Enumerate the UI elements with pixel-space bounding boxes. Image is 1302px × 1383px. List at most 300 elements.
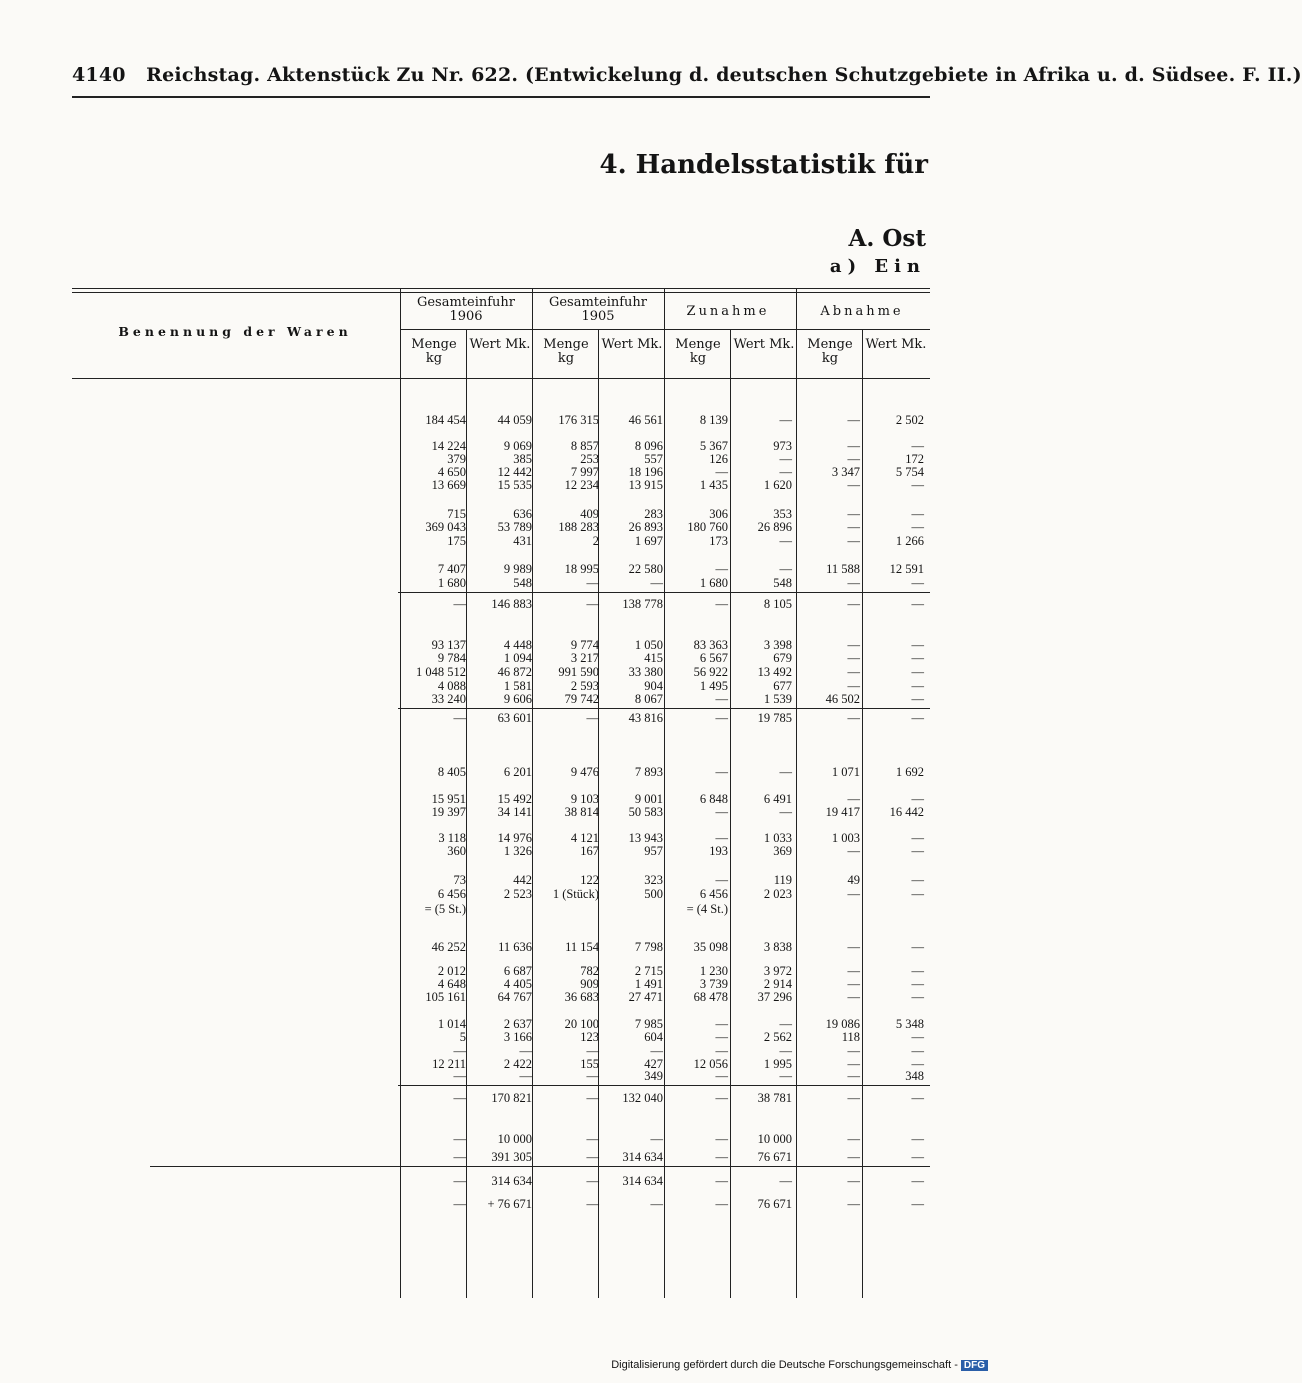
cell-value: 34 141 (497, 805, 532, 819)
subheader-1905-qty: Menge kg (543, 337, 589, 366)
cell-value: — (779, 1017, 792, 1031)
cell-value: — (911, 792, 924, 806)
cell-value: — (911, 597, 924, 611)
cell-value: 13 943 (628, 831, 663, 845)
cell-value: 604 (644, 1030, 663, 1044)
running-header (72, 64, 1302, 86)
subheader-decrease-qty: Menge kg (807, 337, 853, 366)
cell-value: = (5 St.) (424, 902, 466, 916)
cell-value: 33 240 (431, 692, 466, 706)
group-header-decrease: Abnahme (820, 304, 904, 319)
cell-value: 13 915 (628, 478, 663, 492)
cell-value: 2 715 (634, 964, 663, 978)
cell-value: 12 591 (889, 562, 924, 576)
table-row (72, 652, 930, 665)
cell-value: — (847, 638, 860, 652)
cell-value: 36 683 (564, 990, 599, 1004)
cell-value: 283 (644, 507, 663, 521)
cell-value: 3 166 (503, 1030, 532, 1044)
table-row (72, 903, 930, 916)
cell-value: 415 (644, 651, 663, 665)
cell-value: 7 985 (634, 1017, 663, 1031)
cell-value: 6 491 (763, 792, 792, 806)
column-header-goods: Benennung der Waren (118, 324, 352, 339)
cell-value: 43 816 (628, 711, 663, 725)
cell-value: 314 634 (622, 1174, 663, 1188)
table-row (72, 859, 930, 872)
cell-value: — (453, 1044, 466, 1058)
group-header-import-1906: Gesamteinfuhr 1906 (416, 295, 516, 324)
cell-value: 9 784 (437, 651, 466, 665)
cell-value: 15 492 (497, 792, 532, 806)
cell-value: 68 478 (693, 990, 728, 1004)
cell-value: + 76 671 (487, 1197, 532, 1211)
cell-value: 1 048 512 (416, 665, 466, 679)
cell-value: 7 893 (634, 765, 663, 779)
cell-value: 500 (644, 887, 663, 901)
cell-value: — (715, 1069, 728, 1083)
cell-value: — (911, 940, 924, 954)
cell-value: — (453, 1197, 466, 1211)
cell-value: — (847, 576, 860, 590)
cell-value: — (911, 439, 924, 453)
table-row (72, 1070, 930, 1083)
cell-value: 18 995 (564, 562, 599, 576)
subheader-increase-value: Wert Mk. (733, 337, 795, 352)
cell-value: 26 893 (628, 520, 663, 534)
cell-value: — (779, 1069, 792, 1083)
cell-value: 4 650 (437, 465, 466, 479)
cell-value: — (911, 679, 924, 693)
cell-value: — (519, 1069, 532, 1083)
cell-value: 360 (447, 844, 466, 858)
cell-value: 2 422 (503, 1057, 532, 1071)
cell-value: 2 637 (503, 1017, 532, 1031)
cell-value: — (715, 1017, 728, 1031)
cell-value: 2 502 (895, 413, 924, 427)
cell-value: 2 523 (503, 887, 532, 901)
cell-value: 6 456 (437, 887, 466, 901)
subheader-1906-qty: Menge kg (411, 337, 457, 366)
cell-value: 15 951 (431, 792, 466, 806)
cell-value: — (779, 805, 792, 819)
cell-value: 8 096 (634, 439, 663, 453)
cell-value: 11 636 (498, 940, 532, 954)
cell-value: — (911, 1197, 924, 1211)
running-title: Reichstag. Aktenstück Zu Nr. 622. (Entwickelung d. deutschen Schutzgebiete in Afrika u. d. Südsee. F. II.) (146, 64, 1302, 86)
table-row (72, 693, 930, 706)
cell-value: 10 000 (757, 1132, 792, 1146)
table-row (72, 888, 930, 901)
cell-value: 5 367 (699, 439, 728, 453)
cell-value: 155 (580, 1057, 599, 1071)
table-top-rule-2 (72, 292, 930, 293)
cell-value: — (586, 1044, 599, 1058)
section-title: 4. Handelsstatistik für (599, 150, 928, 180)
cell-value: 1 230 (699, 964, 728, 978)
cell-value: — (586, 1150, 599, 1164)
cell-value: — (911, 1132, 924, 1146)
cell-value: — (847, 597, 860, 611)
cell-value: — (911, 873, 924, 887)
table-row (72, 952, 930, 965)
cell-value: 118 (841, 1030, 860, 1044)
table-row (72, 427, 930, 440)
cell-value: 1 539 (763, 692, 792, 706)
cell-value: 13 492 (757, 665, 792, 679)
cell-value: 14 224 (431, 439, 466, 453)
cell-value: — (715, 1044, 728, 1058)
table-row (72, 492, 930, 505)
table-row (72, 639, 930, 652)
sum-rule (398, 1085, 930, 1086)
cell-value: 3 217 (570, 651, 599, 665)
cell-value: 76 671 (757, 1150, 792, 1164)
table-row (72, 712, 930, 725)
table-row (72, 806, 930, 819)
cell-value: 184 454 (425, 413, 466, 427)
cell-value: — (847, 413, 860, 427)
cell-value: 8 105 (763, 597, 792, 611)
cell-value: — (779, 413, 792, 427)
cell-value: — (847, 507, 860, 521)
cell-value: 19 086 (825, 1017, 860, 1031)
cell-value: 1 266 (895, 534, 924, 548)
cell-value: 323 (644, 873, 663, 887)
cell-value: 557 (644, 452, 663, 466)
cell-value: 105 161 (425, 990, 466, 1004)
cell-value: 46 502 (825, 692, 860, 706)
table-row (72, 766, 930, 779)
cell-value: 11 588 (826, 562, 860, 576)
cell-value: 5 (459, 1030, 466, 1044)
cell-value: 782 (580, 964, 599, 978)
cell-value: 6 456 (699, 887, 728, 901)
cell-value: 1 491 (634, 977, 663, 991)
table-row (72, 1018, 930, 1031)
cell-value: 9 989 (503, 562, 532, 576)
cell-value: 1 003 (831, 831, 860, 845)
cell-value: 12 211 (432, 1057, 466, 1071)
cell-value: 385 (513, 452, 532, 466)
cell-value: — (847, 1091, 860, 1105)
cell-value: 2 023 (763, 887, 792, 901)
sum-rule (398, 592, 930, 593)
cell-value: 15 535 (497, 478, 532, 492)
cell-value: 38 781 (757, 1091, 792, 1105)
cell-value: 1 581 (503, 679, 532, 693)
cell-value: 2 593 (570, 679, 599, 693)
footer (611, 1359, 988, 1371)
cell-value: — (715, 597, 728, 611)
cell-value: — (650, 1044, 663, 1058)
cell-value: 6 567 (699, 651, 728, 665)
cell-value: 8 405 (437, 765, 466, 779)
cell-value: 13 669 (431, 478, 466, 492)
cell-value: 8 067 (634, 692, 663, 706)
cell-value: = (4 St.) (686, 902, 728, 916)
sum-rule (398, 708, 930, 709)
cell-value: — (715, 873, 728, 887)
cell-value: 175 (447, 534, 466, 548)
cell-value: 44 059 (497, 413, 532, 427)
cell-value: 2 (592, 534, 599, 548)
cell-value: 76 671 (757, 1197, 792, 1211)
cell-value: — (586, 711, 599, 725)
cell-value: 12 442 (497, 465, 532, 479)
cell-value: — (586, 576, 599, 590)
cell-value: 2 914 (763, 977, 792, 991)
cell-value: — (453, 1150, 466, 1164)
cell-value: 1 033 (763, 831, 792, 845)
table-row (72, 1031, 930, 1044)
cell-value: 3 739 (699, 977, 728, 991)
table-row (72, 440, 930, 453)
cell-value: 427 (644, 1057, 663, 1071)
table-row (72, 680, 930, 693)
cell-value: — (650, 1197, 663, 1211)
cell-value: — (847, 534, 860, 548)
cell-value: 3 347 (831, 465, 860, 479)
cell-value: 19 785 (757, 711, 792, 725)
cell-value: 391 305 (491, 1150, 532, 1164)
cell-value: 10 000 (497, 1132, 532, 1146)
table-row (72, 563, 930, 576)
cell-value: — (453, 1091, 466, 1105)
cell-value: 379 (447, 452, 466, 466)
table-header-rule (72, 378, 930, 379)
cell-value: — (779, 465, 792, 479)
subheader-decrease-value: Wert Mk. (865, 337, 927, 352)
cell-value: — (715, 1150, 728, 1164)
cell-value: 306 (709, 507, 728, 521)
cell-value: — (911, 576, 924, 590)
dfg-logo: DFG (961, 1360, 988, 1371)
cell-value: — (911, 990, 924, 1004)
cell-value: — (911, 1150, 924, 1164)
cell-value: — (453, 1069, 466, 1083)
cell-value: 3 972 (763, 964, 792, 978)
table-row (72, 598, 930, 611)
cell-value: 8 857 (570, 439, 599, 453)
cell-value: 715 (447, 507, 466, 521)
cell-value: 1 014 (437, 1017, 466, 1031)
cell-value: — (847, 964, 860, 978)
cell-value: — (586, 1132, 599, 1146)
cell-value: — (847, 990, 860, 1004)
cell-value: 2 012 (437, 964, 466, 978)
cell-value: 1 326 (503, 844, 532, 858)
table-row (72, 479, 930, 492)
table-row (72, 1175, 930, 1188)
cell-value: 79 742 (564, 692, 599, 706)
cell-value: 973 (773, 439, 792, 453)
cell-value: 909 (580, 977, 599, 991)
cell-value: — (911, 1091, 924, 1105)
table-row (72, 874, 930, 887)
subheader-1905-value: Wert Mk. (601, 337, 663, 352)
cell-value: — (911, 1044, 924, 1058)
cell-value: 548 (773, 576, 792, 590)
cell-value: 73 (453, 873, 466, 887)
cell-value: 353 (773, 507, 792, 521)
group-header-increase: Zunahme (686, 304, 770, 319)
cell-value: — (715, 1091, 728, 1105)
cell-value: 119 (773, 873, 792, 887)
cell-value: 7 407 (437, 562, 466, 576)
cell-value: — (911, 651, 924, 665)
cell-value: — (847, 977, 860, 991)
cell-value: — (847, 792, 860, 806)
cell-value: 123 (580, 1030, 599, 1044)
cell-value: — (586, 1069, 599, 1083)
cell-value: — (453, 711, 466, 725)
cell-value: 409 (580, 507, 599, 521)
cell-value: — (715, 765, 728, 779)
cell-value: 904 (644, 679, 663, 693)
cell-value: 1 692 (895, 765, 924, 779)
cell-value: — (911, 844, 924, 858)
cell-value: 35 098 (693, 940, 728, 954)
cell-value: 369 043 (425, 520, 466, 534)
cell-value: 11 154 (565, 940, 599, 954)
cell-value: — (911, 638, 924, 652)
cell-value: — (847, 651, 860, 665)
cell-value: 1 680 (699, 576, 728, 590)
cell-value: — (715, 1132, 728, 1146)
cell-value: — (847, 1132, 860, 1146)
cell-value: 314 634 (491, 1174, 532, 1188)
cell-value: 1 995 (763, 1057, 792, 1071)
cell-value: — (715, 711, 728, 725)
cell-value: 1 094 (503, 651, 532, 665)
cell-value: 46 872 (497, 665, 532, 679)
cell-value: — (586, 1174, 599, 1188)
cell-value: 126 (709, 452, 728, 466)
cell-value: 1 (Stück) (552, 887, 599, 901)
cell-value: 37 296 (757, 990, 792, 1004)
cell-value: — (715, 1030, 728, 1044)
cell-value: 7 997 (570, 465, 599, 479)
cell-value: 4 121 (570, 831, 599, 845)
cell-value: — (779, 1044, 792, 1058)
cell-value: 193 (709, 844, 728, 858)
cell-value: — (911, 665, 924, 679)
cell-value: — (453, 1174, 466, 1188)
group-header-rule (400, 329, 930, 330)
cell-value: 26 896 (757, 520, 792, 534)
cell-value: 138 778 (622, 597, 663, 611)
cell-value: 9 606 (503, 692, 532, 706)
cell-value: 1 071 (831, 765, 860, 779)
cell-value: — (779, 534, 792, 548)
cell-value: 3 398 (763, 638, 792, 652)
table-row (72, 577, 930, 590)
cell-value: 9 103 (570, 792, 599, 806)
cell-value: 679 (773, 651, 792, 665)
cell-value: 6 687 (503, 964, 532, 978)
cell-value: — (847, 439, 860, 453)
table-row (72, 832, 930, 845)
cell-value: — (847, 1044, 860, 1058)
cell-value: 83 363 (693, 638, 728, 652)
cell-value: 3 118 (438, 831, 466, 845)
cell-value: 1 050 (634, 638, 663, 652)
table-row (72, 991, 930, 1004)
cell-value: — (715, 465, 728, 479)
cell-value: — (911, 1030, 924, 1044)
cell-value: — (453, 1132, 466, 1146)
cell-value: 50 583 (628, 805, 663, 819)
cell-value: 9 476 (570, 765, 599, 779)
cell-value: 348 (905, 1069, 924, 1083)
cell-value: — (779, 765, 792, 779)
cell-value: — (911, 520, 924, 534)
cell-value: 8 139 (699, 413, 728, 427)
cell-value: — (715, 1174, 728, 1188)
cell-value: 132 040 (622, 1091, 663, 1105)
cell-value: — (586, 1197, 599, 1211)
cell-value: 19 417 (825, 805, 860, 819)
cell-value: 677 (773, 679, 792, 693)
cell-value: 93 137 (431, 638, 466, 652)
cell-value: — (779, 452, 792, 466)
cell-value: 63 601 (497, 711, 532, 725)
group-header-import-1905: Gesamteinfuhr 1905 (548, 295, 648, 324)
cell-value: 12 056 (693, 1057, 728, 1071)
table-row (72, 666, 930, 679)
subheader-1906-value: Wert Mk. (469, 337, 531, 352)
cell-value: 14 976 (497, 831, 532, 845)
cell-value: — (911, 964, 924, 978)
cell-value: 4 088 (437, 679, 466, 693)
cell-value: 38 814 (564, 805, 599, 819)
subsection-title: A. Ost (848, 225, 926, 252)
table-row (72, 845, 930, 858)
cell-value: 636 (513, 507, 532, 521)
cell-value: 9 001 (634, 792, 663, 806)
cell-value: 167 (580, 844, 599, 858)
footer-text: Digitalisierung gefördert durch die Deutsche Forschungsgemeinschaft - (611, 1359, 958, 1371)
cell-value: 7 798 (634, 940, 663, 954)
cell-value: 19 397 (431, 805, 466, 819)
cell-value: 369 (773, 844, 792, 858)
cell-value: 2 562 (763, 1030, 792, 1044)
cell-value: 957 (644, 844, 663, 858)
cell-value: — (586, 597, 599, 611)
cell-value: 122 (580, 873, 599, 887)
cell-value: 22 580 (628, 562, 663, 576)
cell-value: 20 100 (564, 1017, 599, 1031)
cell-value: 188 283 (558, 520, 599, 534)
cell-value: 4 648 (437, 977, 466, 991)
cell-value: — (586, 1091, 599, 1105)
cell-value: — (715, 1197, 728, 1211)
subsubsection-title: a) Ein (829, 256, 926, 277)
cell-value: — (847, 520, 860, 534)
cell-value: 64 767 (497, 990, 532, 1004)
cell-value: 253 (580, 452, 599, 466)
cell-value: 180 760 (687, 520, 728, 534)
cell-value: 172 (905, 452, 924, 466)
table-row (72, 965, 930, 978)
cell-value: — (650, 576, 663, 590)
cell-value: 5 754 (895, 465, 924, 479)
table-row (72, 1151, 930, 1164)
page-number: 4140 (72, 64, 126, 86)
subheader-increase-qty: Menge kg (675, 337, 721, 366)
cell-value: 49 (847, 873, 860, 887)
